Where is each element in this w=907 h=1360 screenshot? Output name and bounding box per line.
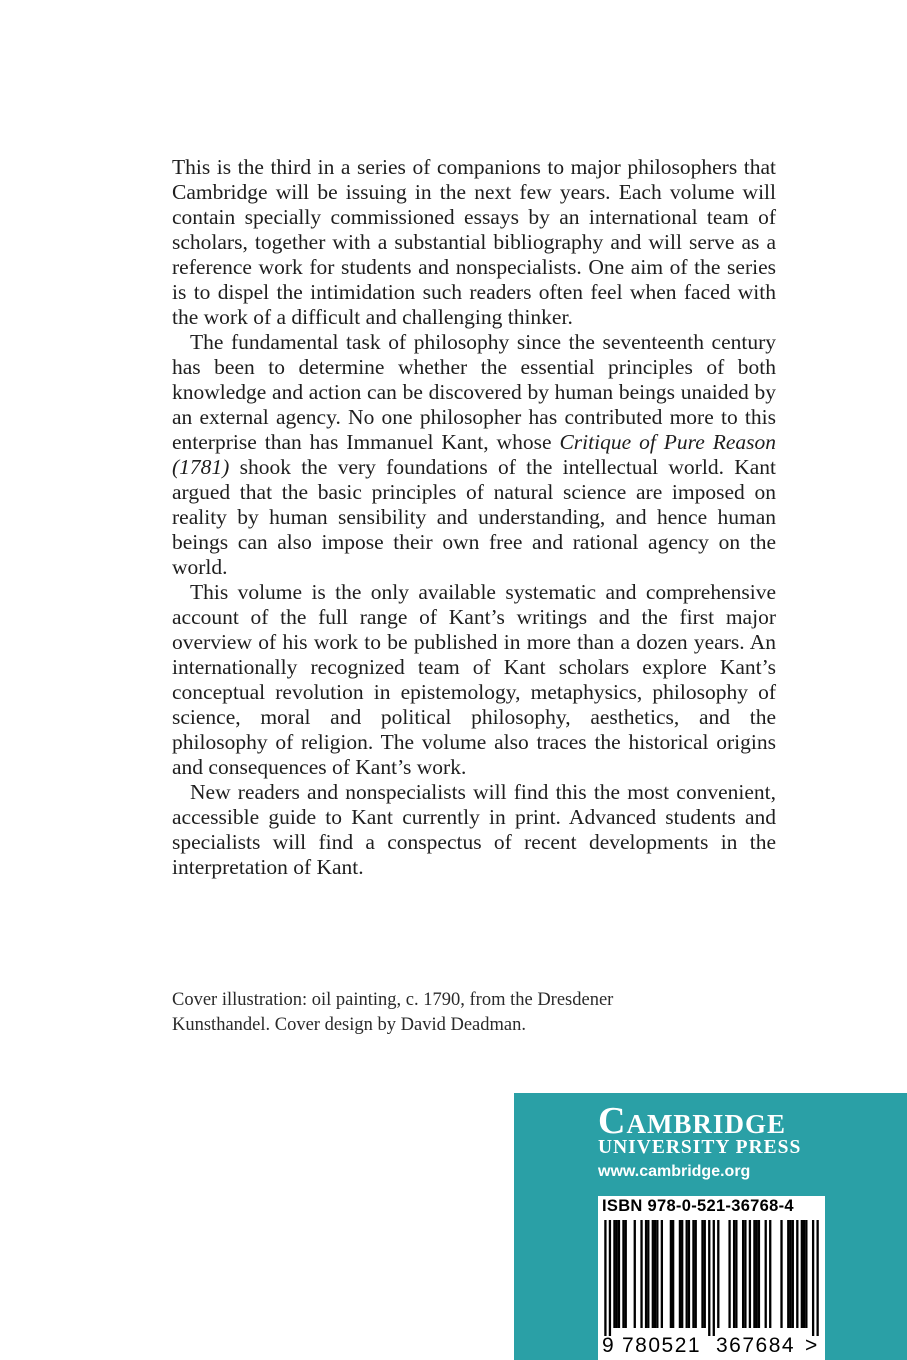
barcode-bar xyxy=(652,1220,654,1328)
barcode-bar xyxy=(695,1220,697,1328)
isbn-label: ISBN 978-0-521-36768-4 xyxy=(602,1197,794,1215)
barcode-bar xyxy=(787,1220,789,1328)
barcode-bar xyxy=(681,1220,683,1328)
barcode-bar xyxy=(733,1220,735,1328)
barcode-bar xyxy=(634,1220,636,1328)
cover-credit xyxy=(172,988,772,1038)
barcode-bar xyxy=(805,1220,807,1328)
barcode-bar xyxy=(816,1220,818,1336)
barcode-bar xyxy=(801,1220,803,1328)
barcode-bar xyxy=(688,1220,690,1328)
barcode-digit-group-2: 367684 xyxy=(716,1334,796,1357)
barcode-bar xyxy=(679,1220,681,1328)
blurb-paragraph-3: This volume is the only available systematic and comprehensive account of the full range of Kant’s writings and the first major overview of his work to be published in more than a dozen years. An internationally recognized team of Kant scholars explore Kant’s conceptual revolution in epistemology, metaphysics, philosophy of science, moral and political philosophy, aesthetics, and the philosophy of religion. The volume also traces the historical origins and consequences of Kant’s work. xyxy=(172,580,776,779)
blurb-paragraph-2-end: shook the very foundations of the intellectual world. Kant argued that the basic principles of natural science are imposed on reality by human sensibility and understanding, and hence human beings can also impose their own free and rational agency on the world. xyxy=(172,455,776,579)
barcode-bar xyxy=(672,1220,674,1328)
barcode-digits xyxy=(598,1334,825,1358)
barcode-bar xyxy=(744,1220,746,1328)
barcode-bar xyxy=(765,1220,767,1328)
barcode-bar xyxy=(812,1220,814,1336)
barcode-bar xyxy=(661,1220,663,1328)
barcode-bar xyxy=(717,1220,719,1328)
barcode-bar xyxy=(753,1220,755,1328)
barcode-bar xyxy=(618,1220,620,1328)
barcode-bar xyxy=(742,1220,744,1328)
barcode-bar xyxy=(647,1220,649,1328)
barcode-bar xyxy=(735,1220,737,1328)
barcode-bar xyxy=(640,1220,642,1328)
barcode-bar xyxy=(756,1220,758,1328)
book-title-critique: Critique of Pure Reason (1781) xyxy=(172,430,776,479)
barcode-bar xyxy=(692,1220,694,1328)
barcode-bar xyxy=(686,1220,688,1328)
publisher-panel xyxy=(514,1093,907,1360)
publisher-subtitle: UNIVERSITY PRESS xyxy=(598,1137,802,1158)
cover-credit-line-2: Kunsthandel. Cover design by David Deadman. xyxy=(172,1015,526,1035)
blurb-paragraph-4: New readers and nonspecialists will find this the most convenient, accessible guide to Kant currently in print. Advanced students and specialists will find a conspectus of recent developments in the interpretation of Kant. xyxy=(172,780,776,879)
barcode-bar xyxy=(622,1220,624,1328)
barcode-bar xyxy=(796,1220,798,1328)
back-cover-blurb xyxy=(172,155,776,880)
barcode-bar xyxy=(789,1220,791,1328)
barcode-bar xyxy=(604,1220,606,1336)
barcode-digit-lead: 9 xyxy=(602,1334,614,1357)
cover-credit-line-1: Cover illustration: oil painting, c. 1790, from the Dresdener xyxy=(172,990,614,1010)
barcode-bar xyxy=(780,1220,782,1328)
barcode-bar xyxy=(792,1220,794,1328)
barcode-bar xyxy=(656,1220,658,1328)
barcode-bar xyxy=(713,1220,715,1336)
barcode-bar xyxy=(728,1220,730,1328)
barcode-digit-tail: > xyxy=(805,1334,818,1357)
barcode-bar xyxy=(613,1220,615,1328)
barcode-bar xyxy=(758,1220,760,1328)
barcode-bar xyxy=(749,1220,751,1328)
barcode-bar xyxy=(769,1220,771,1328)
publisher-url: www.cambridge.org xyxy=(598,1163,751,1180)
barcode-bar xyxy=(701,1220,703,1328)
publisher-name: Cambridge xyxy=(598,1100,786,1142)
barcode-bar xyxy=(704,1220,706,1328)
barcode-bar xyxy=(803,1220,805,1328)
blurb-paragraph-2-start: The fundamental task of philosophy since the seventeenth century has been to determine whether the essential principles of both knowledge and action can be discovered by human beings unaided by an external agency. No one philosopher has contributed more to this enterprise than has Immanuel Kant, whose xyxy=(172,330,776,454)
barcode-bar xyxy=(609,1220,611,1336)
blurb-paragraph-1: This is the third in a series of companions to major philosophers that Cambridge will be issuing in the next few years. Each volume will contain specially commissioned essays by an international team of scholars, together with a substantial bibliography and will serve as a reference work for students and nonspecialists. One aim of the series is to dispel the intimidation such readers often feel when faced with the work of a difficult and challenging thinker. xyxy=(172,155,776,329)
barcode-digit-group-1: 780521 xyxy=(622,1334,702,1357)
barcode-bar xyxy=(645,1220,647,1328)
barcode-bar xyxy=(625,1220,627,1328)
barcode-bar xyxy=(670,1220,672,1328)
barcode-bar xyxy=(654,1220,656,1328)
barcode-bar xyxy=(708,1220,710,1336)
barcode-icon xyxy=(602,1220,821,1336)
barcode-bar xyxy=(616,1220,618,1328)
barcode-box xyxy=(598,1196,825,1360)
blurb-paragraph-2 xyxy=(172,330,776,580)
